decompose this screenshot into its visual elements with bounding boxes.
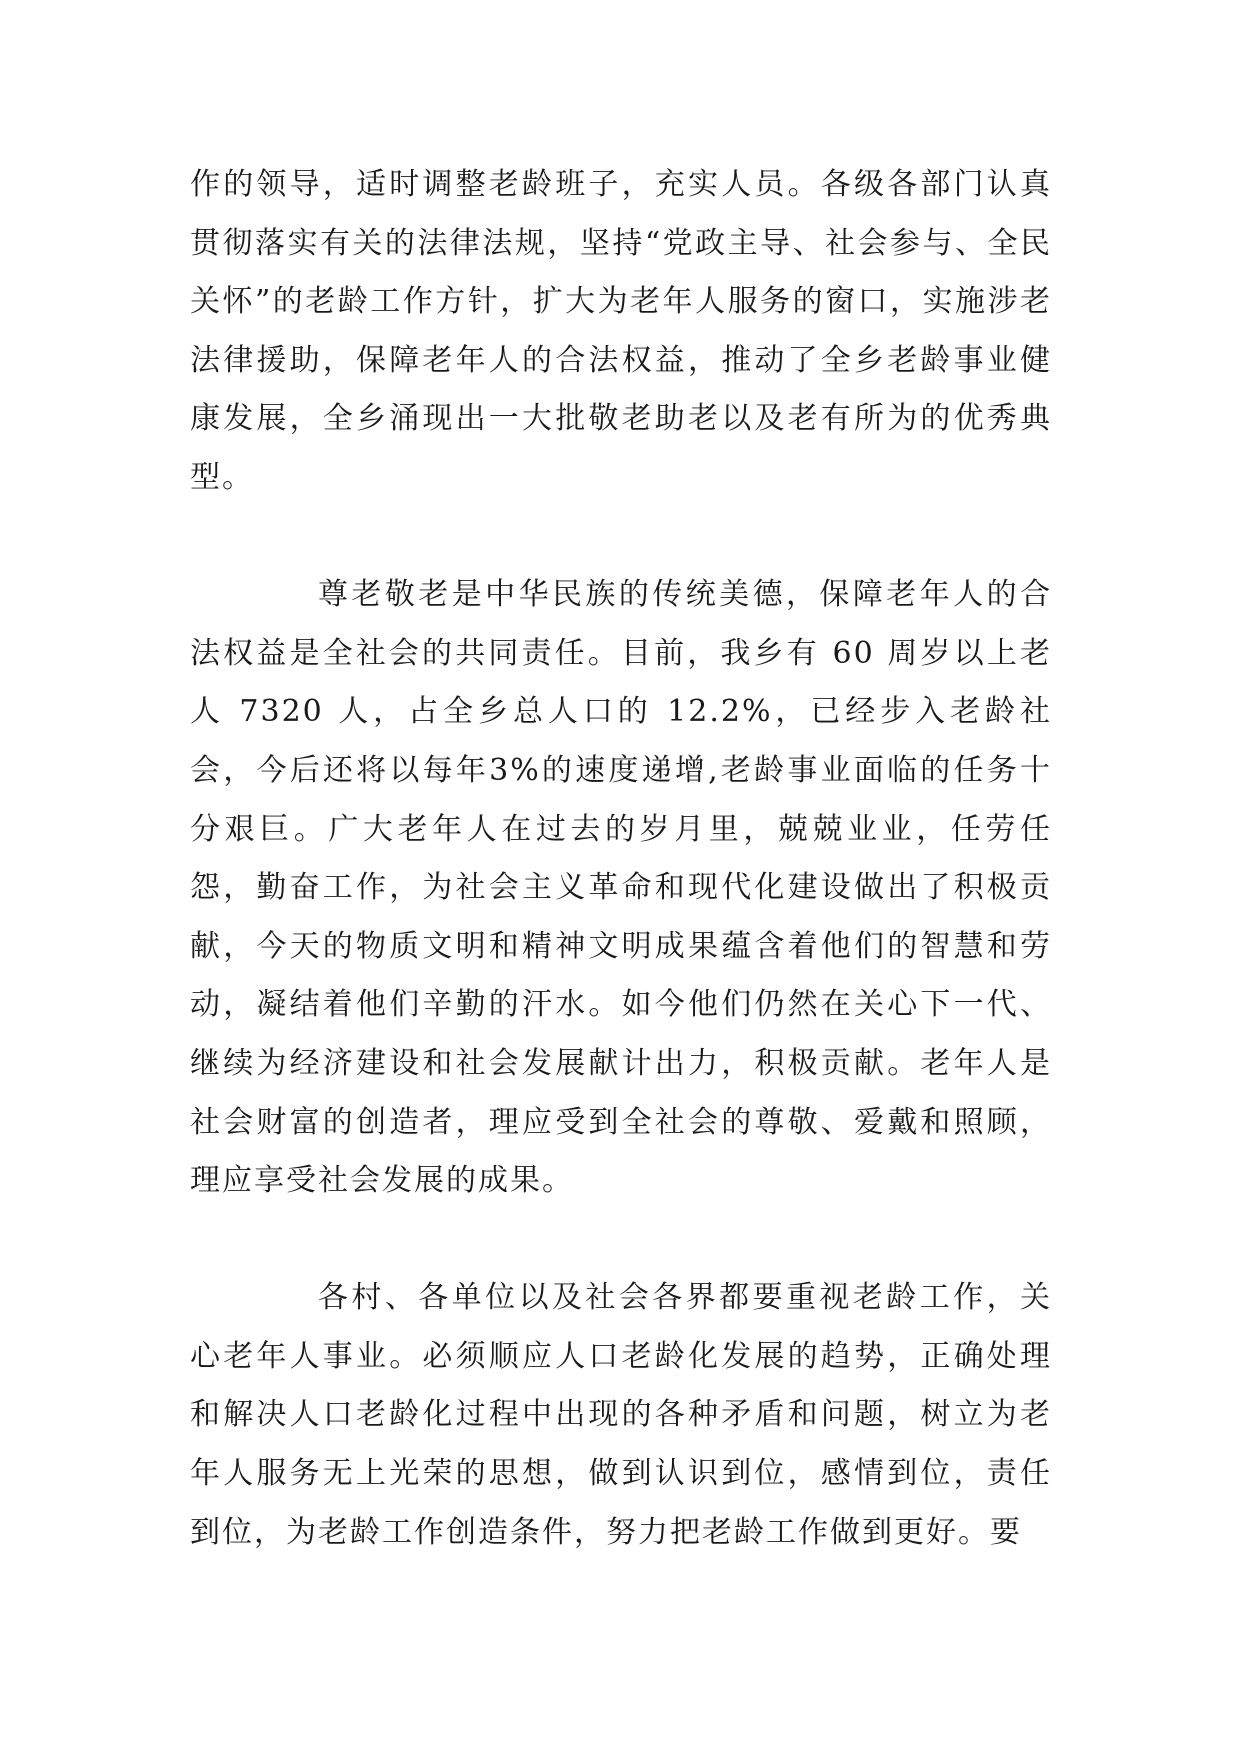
document-body [190, 156, 1052, 1562]
paragraph-all-sectors: 各村、各单位以及社会各界都要重视老龄工作，关心老年人事业。必须顺应人口老龄化发展的趋势，正确处理和解决人口老龄化过程中出现的各种矛盾和问题，树立为老年人服务无上光荣的思想，做到认识到位，感情到位，责任到位，为老龄工作创造条件，努力把老龄工作做到更好。要 [190, 1280, 1052, 1550]
paragraph-respect-elders: 尊老敬老是中华民族的传统美德，保障老年人的合法权益是全社会的共同责任。目前，我乡有 60 周岁以上老人 7320 人，占全乡总人口的 12.2%，已经步入老龄社会，今后还将以每年3%的速度递增,老龄事业面临的任务十分艰巨。广大老年人在过去的岁月里，兢兢业业，任劳任怨，勤奋工作，为社会主义革命和现代化建设做出了积极贡献，今天的物质文明和精神文明成果蕴含着他们的智慧和劳动，凝结着他们辛勤的汗水。如今他们仍然在关心下一代、继续为经济建设和社会发展献计出力，积极贡献。老年人是社会财富的创造者，理应受到全社会的尊敬、爱戴和照顾，理应享受社会发展的成果。 [190, 577, 1052, 1199]
paragraph-leadership: 作的领导，适时调整老龄班子，充实人员。各级各部门认真贯彻落实有关的法律法规，坚持“党政主导、社会参与、全民关怀”的老龄工作方针，扩大为老年人服务的窗口，实施涉老法律援助，保障老年人的合法权益，推动了全乡老龄事业健康发展，全乡涌现出一大批敬老助老以及老有所为的优秀典型。 [190, 167, 1052, 495]
